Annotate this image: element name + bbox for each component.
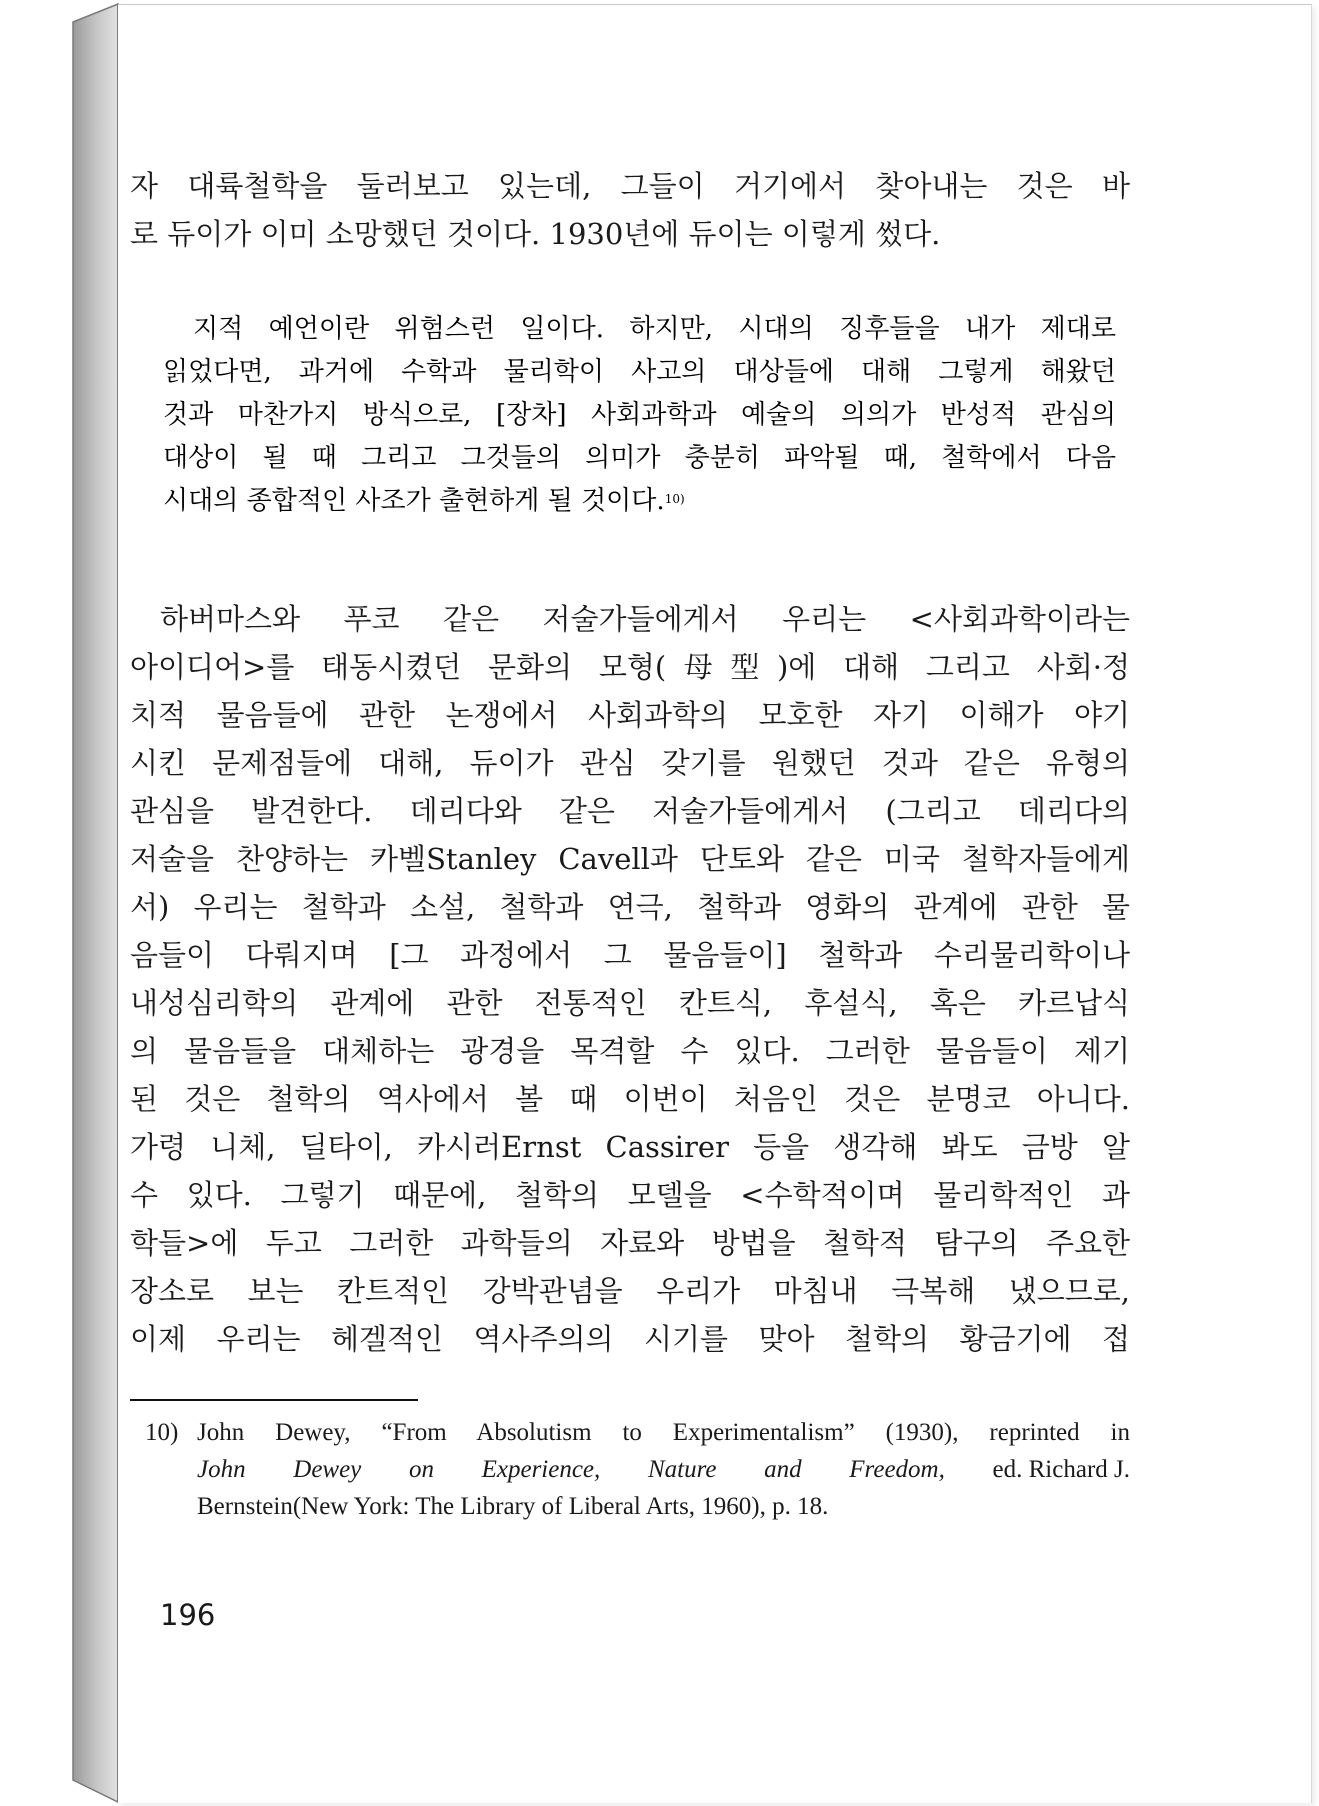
text-line: 서) 우리는 철학과 소설, 철학과 연극, 철학과 영화의 관계에 관한 물 bbox=[130, 889, 1130, 924]
text-line: 수 있다. 그렇기 때문에, 철학의 모델을 <수학적이며 물리학적인 과 bbox=[130, 1177, 1130, 1212]
quote-line: 읽었다면, 과거에 수학과 물리학이 사고의 대상들에 대해 그렇게 해왔던 bbox=[163, 357, 1116, 387]
body-paragraph bbox=[130, 593, 1130, 1361]
text-line: 가령 니체, 딜타이, 카시러Ernst Cassirer 등을 생각해 봐도 금방 알 bbox=[130, 1129, 1130, 1164]
text-line: 이제 우리는 헤겔적인 역사주의의 시기를 맞아 철학의 황금기에 접 bbox=[130, 1321, 1130, 1356]
text-line: 저술을 찬양하는 카벨Stanley Cavell과 단토와 같은 미국 철학자들에게 bbox=[130, 841, 1130, 876]
block-quote bbox=[163, 305, 1116, 520]
text-line: 시킨 문제점들에 대해, 듀이가 관심 갖기를 원했던 것과 같은 유형의 bbox=[130, 745, 1130, 780]
text-line: 학들>에 두고 그러한 과학들의 자료와 방법을 철학적 탐구의 주요한 bbox=[130, 1225, 1130, 1260]
footnote-line: Bernstein(New York: The Library of Liberal Arts, 1960), p. 18. bbox=[197, 1492, 829, 1520]
text-line: 의 물음들을 대체하는 광경을 목격할 수 있다. 그러한 물음들이 제기 bbox=[130, 1033, 1130, 1068]
text-line: 내성심리학의 관계에 관한 전통적인 칸트식, 후설식, 혹은 카르납식 bbox=[130, 985, 1130, 1020]
page-number: 196 bbox=[160, 1598, 216, 1632]
text-line: 아이디어>를 태동시켰던 문화의 모형(母型)에 대해 그리고 사회·정 bbox=[130, 649, 1130, 684]
text-line: 자 대륙철학을 둘러보고 있는데, 그들이 거기에서 찾아내는 것은 바 bbox=[130, 168, 1130, 203]
quote-line: 지적 예언이란 위험스런 일이다. 하지만, 시대의 징후들을 내가 제대로 bbox=[193, 314, 1116, 344]
text-line: 로 듀이가 이미 소망했던 것이다. 1930년에 듀이는 이렇게 썼다. bbox=[130, 216, 941, 251]
text-line: 치적 물음들에 관한 논쟁에서 사회과학의 모호한 자기 이해가 야기 bbox=[130, 697, 1130, 732]
text-line: 음들이 다뤄지며 [그 과정에서 그 물음들이] 철학과 수리물리학이나 bbox=[130, 937, 1130, 972]
text-line: 된 것은 철학의 역사에서 볼 때 이번이 처음인 것은 분명코 아니다. bbox=[130, 1081, 1130, 1116]
footnote bbox=[145, 1414, 1130, 1525]
footnote-divider bbox=[130, 1399, 418, 1401]
text-line: 장소로 보는 칸트적인 강박관념을 우리가 마침내 극복해 냈으므로, bbox=[130, 1273, 1130, 1308]
footnote-line: John Dewey on Experience, Nature and Freedom, ed. Richard J. bbox=[197, 1455, 1130, 1483]
paragraph-continuation bbox=[130, 160, 1130, 256]
quote-line: 시대의 종합적인 사조가 출현하게 될 것이다. 10) bbox=[163, 486, 685, 516]
quote-line: 것과 마찬가지 방식으로, [장차] 사회과학과 예술의 의의가 반성적 관심의 bbox=[163, 400, 1116, 430]
footnote-line: 10) John Dewey, “From Absolutism to Experimentalism” (1930), reprinted in bbox=[145, 1418, 1130, 1446]
quote-line: 대상이 될 때 그리고 그것들의 의미가 충분히 파악될 때, 철학에서 다음 bbox=[163, 443, 1116, 473]
book-title: John Dewey on Experience, Nature and Freedom, bbox=[197, 1455, 945, 1483]
text-line: 관심을 발견한다. 데리다와 같은 저술가들에게서 (그리고 데리다의 bbox=[130, 793, 1130, 828]
footnote-number: 10) bbox=[145, 1418, 179, 1446]
text-line: 하버마스와 푸코 같은 저술가들에게서 우리는 <사회과학이라는 bbox=[160, 601, 1130, 636]
